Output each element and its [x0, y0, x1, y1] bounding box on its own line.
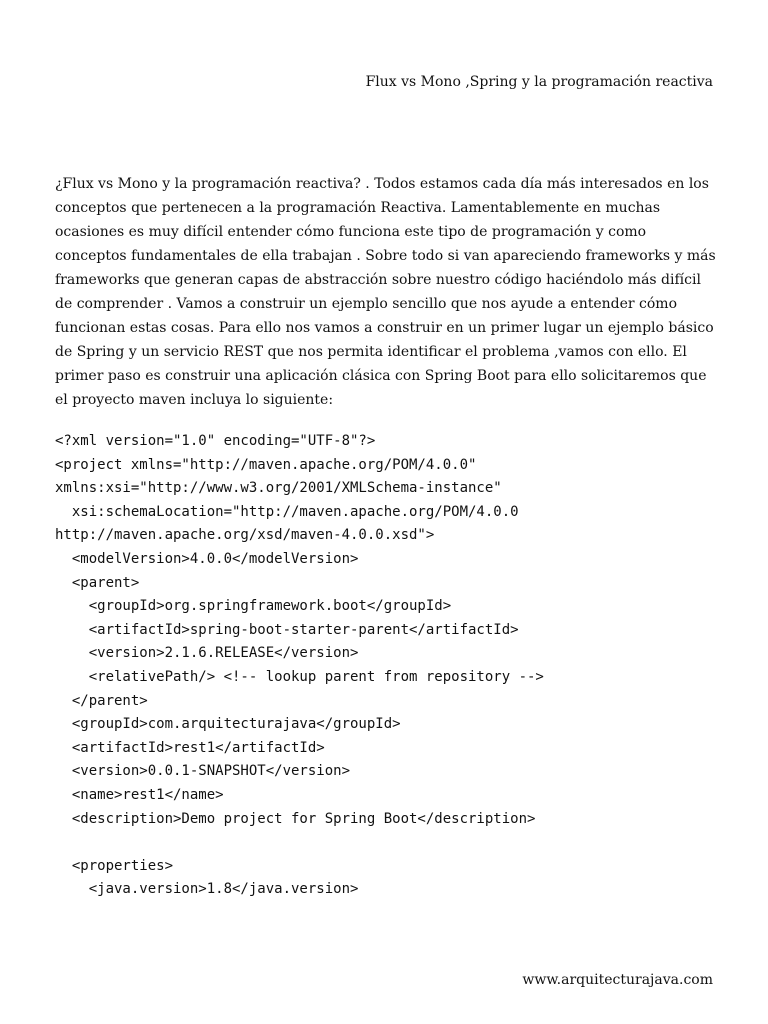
footer-website: www.arquitecturajava.com — [522, 972, 713, 988]
xml-code-block — [55, 430, 715, 902]
code-line: http://maven.apache.org/xsd/maven-4.0.0.xsd"> — [55, 527, 435, 544]
code-line: <artifactId>spring-boot-starter-parent</artifactId> — [55, 621, 519, 638]
paragraph-line: ocasiones es muy difícil entender cómo funciona este tipo de programación y como — [55, 224, 647, 240]
code-line: <parent> — [55, 574, 140, 591]
paragraph-line: el proyecto maven incluya lo siguiente: — [55, 392, 334, 408]
code-line: <groupId>com.arquitecturajava</groupId> — [55, 716, 401, 733]
intro-paragraph — [55, 172, 715, 412]
code-line: <name>rest1</name> — [55, 786, 224, 803]
code-line: <groupId>org.springframework.boot</groupId> — [55, 598, 452, 615]
code-line: <modelVersion>4.0.0</modelVersion> — [55, 550, 359, 567]
paragraph-line: conceptos fundamentales de ella trabajan . Sobre todo si van apareciendo frameworks y más — [55, 248, 716, 264]
code-line: <artifactId>rest1</artifactId> — [55, 739, 325, 756]
paragraph-line: primer paso es construir una aplicación clásica con Spring Boot para ello solicitaremos que — [55, 368, 707, 384]
code-line: <java.version>1.8</java.version> — [55, 881, 359, 898]
code-line: <version>2.1.6.RELEASE</version> — [55, 645, 359, 662]
code-line: xsi:schemaLocation="http://maven.apache.org/POM/4.0.0 — [55, 503, 519, 520]
code-line: </parent> — [55, 692, 148, 709]
paragraph-line: de comprender . Vamos a construir un ejemplo sencillo que nos ayude a entender cómo — [55, 296, 678, 312]
page-header-title: Flux vs Mono ,Spring y la programación reactiva — [365, 74, 713, 90]
code-line: <version>0.0.1-SNAPSHOT</version> — [55, 763, 351, 780]
code-line: <properties> — [55, 857, 174, 874]
code-line: <description>Demo project for Spring Boot</description> — [55, 810, 536, 827]
paragraph-line: de Spring y un servicio REST que nos permita identificar el problema ,vamos con ello. El — [55, 344, 687, 360]
paragraph-line: funcionan estas cosas. Para ello nos vamos a construir en un primer lugar un ejemplo básico — [55, 320, 714, 336]
paragraph-line: ¿Flux vs Mono y la programación reactiva? . Todos estamos cada día más interesados en los — [55, 176, 709, 192]
paragraph-line: frameworks que generan capas de abstracción sobre nuestro código haciéndolo más difícil — [55, 272, 701, 288]
code-line: <relativePath/> <!-- lookup parent from repository --> — [55, 668, 544, 685]
code-line: <project xmlns="http://maven.apache.org/POM/4.0.0" — [55, 456, 477, 473]
paragraph-line: conceptos que pertenecen a la programación Reactiva. Lamentablemente en muchas — [55, 200, 661, 216]
code-line: <?xml version="1.0" encoding="UTF-8"?> — [55, 433, 376, 449]
code-line-blank — [55, 831, 715, 855]
code-line: xmlns:xsi="http://www.w3.org/2001/XMLSchema-instance" — [55, 480, 502, 497]
